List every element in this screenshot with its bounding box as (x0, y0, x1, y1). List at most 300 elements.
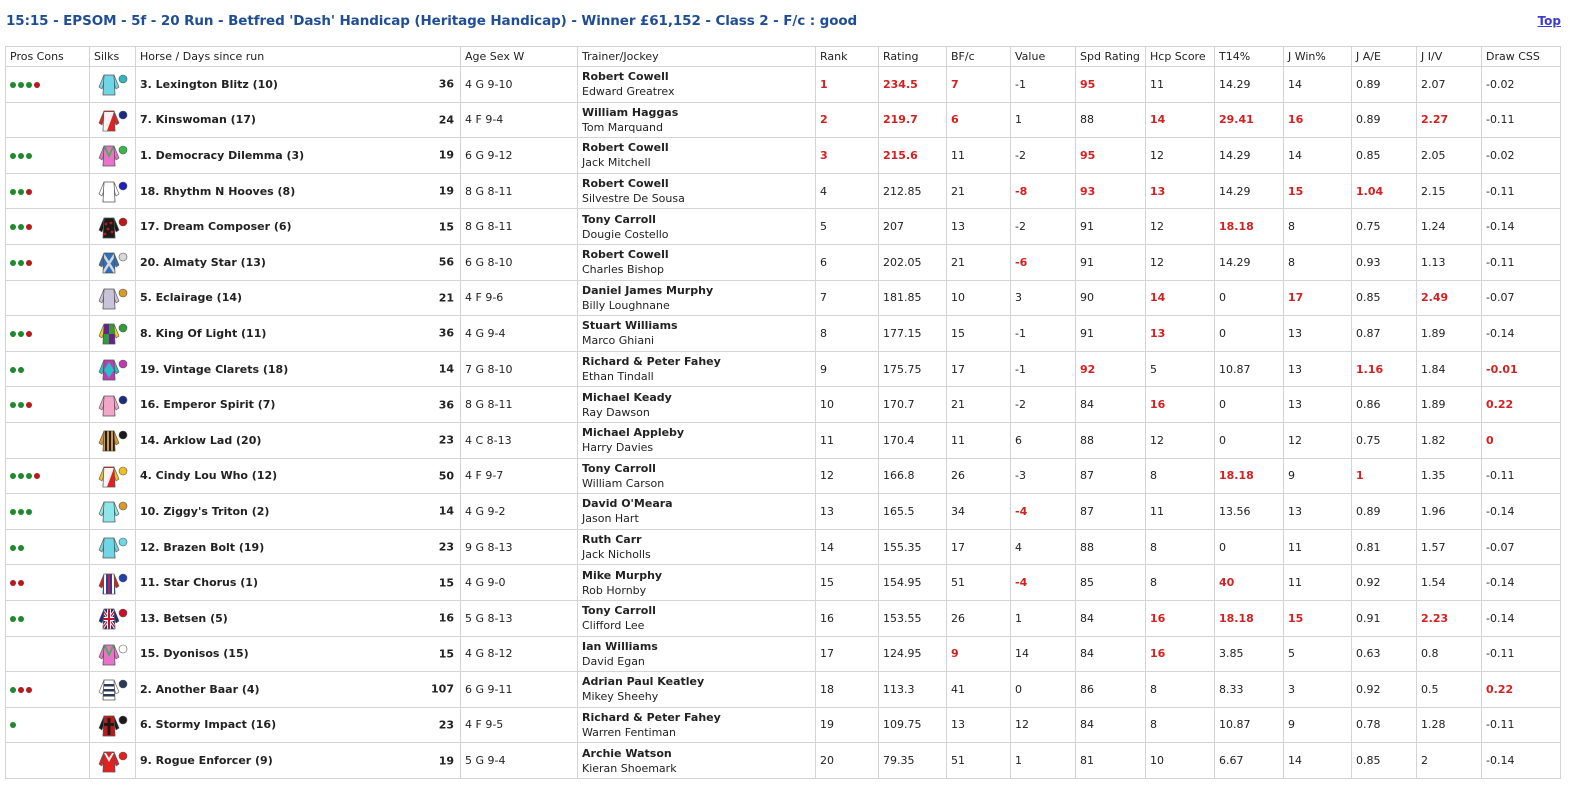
silks-cell (90, 387, 136, 423)
rank-value: 4 (816, 173, 879, 209)
t14-value: 14.29 (1215, 67, 1284, 103)
horse-name[interactable]: 4. Cindy Lou Who (12) (140, 469, 278, 483)
draw-css-value: -0.11 (1482, 244, 1561, 280)
pro-dot-icon (18, 224, 24, 230)
pros-cons-dots (6, 244, 90, 280)
runner-row-19[interactable] (6, 707, 1561, 743)
racecard-table (5, 46, 1561, 779)
j-ae-value: 0.85 (1352, 138, 1417, 174)
jockey-silks-icon (98, 576, 128, 589)
col-age-sex-weight[interactable]: Age Sex W (461, 47, 578, 67)
age-sex-weight: 4 G 8-12 (461, 636, 578, 672)
j-iv-value: 1.54 (1417, 565, 1482, 601)
runner-row-6[interactable] (6, 244, 1561, 280)
pro-dot-icon (18, 509, 24, 515)
jockey-name[interactable]: Ethan Tindall (582, 370, 654, 384)
horse-cell[interactable] (136, 636, 461, 672)
age-sex-weight: 9 G 8-13 (461, 529, 578, 565)
draw-css-value: -0.02 (1482, 67, 1561, 103)
col-rating[interactable]: Rating (879, 47, 947, 67)
top-link[interactable]: Top (1537, 14, 1561, 28)
j-ae-value: 0.85 (1352, 743, 1417, 779)
hcp-score-value: 8 (1146, 458, 1215, 494)
hcp-score-value: 8 (1146, 707, 1215, 743)
pro-dot-icon (18, 473, 24, 479)
horse-name[interactable]: 5. Eclairage (14) (140, 291, 243, 305)
runner-row-18[interactable] (6, 672, 1561, 708)
jockey-name[interactable]: Jack Mitchell (582, 156, 651, 170)
jockey-silks-icon (98, 469, 128, 482)
rating-value: 79.35 (879, 743, 947, 779)
hcp-score-value: 11 (1146, 67, 1215, 103)
value-value: -1 (1011, 67, 1076, 103)
col-pros-cons[interactable]: Pros Cons (6, 47, 90, 67)
horse-cell[interactable] (136, 387, 461, 423)
trainer-name[interactable]: Tony Carroll (582, 461, 656, 475)
trainer-name[interactable]: Ruth Carr (582, 533, 642, 547)
j-win-value: 16 (1284, 102, 1352, 138)
pro-dot-icon (18, 82, 24, 88)
trainer-name[interactable]: Tony Carroll (582, 212, 656, 226)
trainer-name[interactable]: Archie Watson (582, 746, 672, 760)
hcp-score-value: 12 (1146, 138, 1215, 174)
j-iv-value: 1.84 (1417, 351, 1482, 387)
jockey-name[interactable]: Billy Loughnane (582, 298, 670, 312)
horse-days-value: 107 (431, 682, 454, 696)
trainer-name[interactable]: Michael Keady (582, 390, 672, 404)
pro-dot-icon (18, 367, 24, 373)
jockey-name[interactable]: Charles Bishop (582, 263, 664, 277)
j-win-value: 13 (1284, 316, 1352, 352)
col-j-win[interactable]: J Win% (1284, 47, 1352, 67)
horse-cell[interactable] (136, 707, 461, 743)
j-win-value: 15 (1284, 173, 1352, 209)
col-hcp-score[interactable]: Hcp Score (1146, 47, 1215, 67)
age-sex-weight: 4 F 9-5 (461, 707, 578, 743)
rating-value: 109.75 (879, 707, 947, 743)
value-value: -1 (1011, 316, 1076, 352)
horse-name[interactable]: 11. Star Chorus (1) (140, 576, 258, 590)
rating-value: 175.75 (879, 351, 947, 387)
trainer-name[interactable]: Ian Williams (582, 639, 658, 653)
hcp-score-value: 11 (1146, 494, 1215, 530)
pro-dot-icon (10, 687, 16, 693)
spd-rating-value: 93 (1076, 173, 1146, 209)
age-sex-weight: 4 G 9-10 (461, 67, 578, 103)
horse-name[interactable]: 3. Lexington Blitz (10) (140, 77, 278, 91)
j-win-value: 14 (1284, 743, 1352, 779)
spd-rating-value: 95 (1076, 67, 1146, 103)
jockey-silks-icon (98, 754, 128, 767)
horse-name[interactable]: 19. Vintage Clarets (18) (140, 362, 289, 376)
trainer-jockey-cell (578, 600, 816, 636)
horse-name[interactable]: 17. Dream Composer (6) (140, 220, 292, 234)
trainer-name[interactable]: Robert Cowell (582, 248, 669, 262)
jockey-name[interactable]: Jack Nicholls (582, 548, 651, 562)
rating-value: 207 (879, 209, 947, 245)
trainer-name[interactable]: Richard & Peter Fahey (582, 355, 721, 369)
bfc-value: 9 (947, 636, 1011, 672)
pro-dot-icon (10, 545, 16, 551)
jockey-name[interactable]: Mikey Sheehy (582, 690, 659, 704)
pros-cons-dots (6, 600, 90, 636)
horse-cell[interactable] (136, 494, 461, 530)
trainer-name[interactable]: Tony Carroll (582, 604, 656, 618)
runner-row-10[interactable] (6, 387, 1561, 423)
silks-cell (90, 173, 136, 209)
t14-value: 0 (1215, 422, 1284, 458)
trainer-name[interactable]: Robert Cowell (582, 70, 669, 84)
horse-cell[interactable] (136, 351, 461, 387)
col-j-ae[interactable]: J A/E (1352, 47, 1417, 67)
hcp-score-value: 5 (1146, 351, 1215, 387)
pros-cons-dots (6, 636, 90, 672)
silks-cell (90, 280, 136, 316)
horse-name[interactable]: 8. King Of Light (11) (140, 326, 267, 340)
trainer-jockey-cell (578, 458, 816, 494)
age-sex-weight: 4 F 9-4 (461, 102, 578, 138)
jockey-silks-icon (98, 184, 128, 197)
pro-dot-icon (10, 224, 16, 230)
horse-name[interactable]: 12. Brazen Bolt (19) (140, 540, 265, 554)
trainer-name[interactable]: Robert Cowell (582, 177, 669, 191)
t14-value: 10.87 (1215, 351, 1284, 387)
spd-rating-value: 92 (1076, 351, 1146, 387)
silks-cell (90, 636, 136, 672)
horse-name[interactable]: 7. Kinswoman (17) (140, 113, 256, 127)
hcp-score-value: 16 (1146, 600, 1215, 636)
jockey-name[interactable]: Ray Dawson (582, 405, 650, 419)
horse-days-value: 15 (438, 576, 454, 590)
j-iv-value: 1.28 (1417, 707, 1482, 743)
value-value: -2 (1011, 138, 1076, 174)
horse-cell[interactable] (136, 244, 461, 280)
draw-css-value: -0.14 (1482, 743, 1561, 779)
horse-cell[interactable] (136, 458, 461, 494)
horse-name[interactable]: 18. Rhythm N Hooves (8) (140, 184, 296, 198)
draw-css-value: -0.11 (1482, 173, 1561, 209)
jockey-name[interactable]: Clifford Lee (582, 619, 645, 633)
trainer-jockey-cell (578, 244, 816, 280)
silks-cell (90, 494, 136, 530)
horse-cell[interactable] (136, 600, 461, 636)
runner-row-3[interactable] (6, 138, 1561, 174)
j-win-value: 11 (1284, 565, 1352, 601)
t14-value: 6.67 (1215, 743, 1284, 779)
j-win-value: 9 (1284, 458, 1352, 494)
bfc-value: 41 (947, 672, 1011, 708)
silks-cell (90, 138, 136, 174)
pros-cons-dots (6, 173, 90, 209)
rank-value: 7 (816, 280, 879, 316)
pro-dot-icon (26, 82, 32, 88)
bfc-value: 13 (947, 707, 1011, 743)
horse-name[interactable]: 15. Dyonisos (15) (140, 647, 249, 661)
value-value: -4 (1011, 494, 1076, 530)
draw-css-value: 0.22 (1482, 672, 1561, 708)
trainer-name[interactable]: Mike Murphy (582, 568, 663, 582)
con-dot-icon (18, 580, 24, 586)
t14-value: 14.29 (1215, 173, 1284, 209)
j-ae-value: 0.89 (1352, 494, 1417, 530)
runner-row-5[interactable] (6, 209, 1561, 245)
jockey-name[interactable]: Jason Hart (582, 512, 639, 526)
runner-row-17[interactable] (6, 636, 1561, 672)
trainer-jockey-cell (578, 422, 816, 458)
silks-cell (90, 351, 136, 387)
runner-row-13[interactable] (6, 494, 1561, 530)
rating-value: 165.5 (879, 494, 947, 530)
horse-name[interactable]: 16. Emperor Spirit (7) (140, 398, 276, 412)
jockey-silks-icon (98, 113, 128, 126)
horse-cell[interactable] (136, 672, 461, 708)
runner-row-1[interactable] (6, 67, 1561, 103)
jockey-silks-icon (98, 504, 128, 517)
trainer-name[interactable]: Richard & Peter Fahey (582, 710, 721, 724)
jockey-silks-icon (98, 718, 128, 731)
jockey-name[interactable]: Kieran Shoemark (582, 761, 677, 775)
horse-cell[interactable] (136, 138, 461, 174)
horse-cell[interactable] (136, 102, 461, 138)
runner-row-2[interactable] (6, 102, 1561, 138)
j-ae-value: 0.89 (1352, 102, 1417, 138)
jockey-name[interactable]: Harry Davies (582, 441, 654, 455)
j-iv-value: 1.96 (1417, 494, 1482, 530)
trainer-name[interactable]: Michael Appleby (582, 426, 685, 440)
spd-rating-value: 90 (1076, 280, 1146, 316)
pro-dot-icon (10, 616, 16, 622)
horse-cell[interactable] (136, 422, 461, 458)
age-sex-weight: 7 G 8-10 (461, 351, 578, 387)
runner-row-8[interactable] (6, 316, 1561, 352)
j-win-value: 14 (1284, 138, 1352, 174)
runner-row-7[interactable] (6, 280, 1561, 316)
horse-name[interactable]: 1. Democracy Dilemma (3) (140, 148, 305, 162)
con-dot-icon (26, 402, 32, 408)
jockey-name[interactable]: Edward Greatrex (582, 85, 675, 99)
pro-dot-icon (18, 260, 24, 266)
age-sex-weight: 5 G 9-4 (461, 743, 578, 779)
j-ae-value: 0.75 (1352, 422, 1417, 458)
con-dot-icon (34, 82, 40, 88)
bfc-value: 13 (947, 209, 1011, 245)
rank-value: 20 (816, 743, 879, 779)
trainer-jockey-cell (578, 351, 816, 387)
runner-row-20[interactable] (6, 743, 1561, 779)
horse-cell[interactable] (136, 209, 461, 245)
j-iv-value: 0.5 (1417, 672, 1482, 708)
runner-row-15[interactable] (6, 565, 1561, 601)
value-value: 0 (1011, 672, 1076, 708)
trainer-name[interactable]: David O'Meara (582, 497, 673, 511)
pros-cons-dots (6, 494, 90, 530)
bfc-value: 17 (947, 529, 1011, 565)
draw-css-value: 0.22 (1482, 387, 1561, 423)
horse-cell[interactable] (136, 316, 461, 352)
j-win-value: 15 (1284, 600, 1352, 636)
runner-row-16[interactable] (6, 600, 1561, 636)
horse-cell[interactable] (136, 565, 461, 601)
trainer-jockey-cell (578, 743, 816, 779)
value-value: -2 (1011, 209, 1076, 245)
horse-name[interactable]: 2. Another Baar (4) (140, 682, 260, 696)
trainer-jockey-cell (578, 67, 816, 103)
race-title: 15:15 - EPSOM - 5f - 20 Run - Betfred 'Dash' Handicap (Heritage Handicap) - Winner £61,152 - Class 2 - F/c : good (6, 13, 858, 29)
horse-days-value: 19 (438, 148, 454, 162)
jockey-name[interactable]: Silvestre De Sousa (582, 192, 685, 206)
t14-value: 18.18 (1215, 458, 1284, 494)
hcp-score-value: 12 (1146, 244, 1215, 280)
pros-cons-dots (6, 387, 90, 423)
value-value: 1 (1011, 600, 1076, 636)
runner-row-14[interactable] (6, 529, 1561, 565)
trainer-name[interactable]: Stuart Williams (582, 319, 678, 333)
j-ae-value: 0.87 (1352, 316, 1417, 352)
j-ae-value: 0.63 (1352, 636, 1417, 672)
j-iv-value: 1.35 (1417, 458, 1482, 494)
rating-value: 215.6 (879, 138, 947, 174)
hcp-score-value: 12 (1146, 422, 1215, 458)
draw-css-value: 0 (1482, 422, 1561, 458)
spd-rating-value: 84 (1076, 707, 1146, 743)
silks-cell (90, 67, 136, 103)
horse-days-value: 23 (438, 433, 454, 447)
pro-dot-icon (10, 189, 16, 195)
trainer-name[interactable]: Adrian Paul Keatley (582, 675, 705, 689)
hcp-score-value: 13 (1146, 316, 1215, 352)
col-horse[interactable]: Horse / Days since run (136, 47, 461, 67)
j-win-value: 9 (1284, 707, 1352, 743)
jockey-name[interactable]: Marco Ghiani (582, 334, 655, 348)
trainer-name[interactable]: William Haggas (582, 105, 679, 119)
spd-rating-value: 88 (1076, 102, 1146, 138)
col-t14[interactable]: T14% (1215, 47, 1284, 67)
trainer-jockey-cell (578, 387, 816, 423)
jockey-name[interactable]: David Egan (582, 654, 645, 668)
horse-name[interactable]: 20. Almaty Star (13) (140, 255, 266, 269)
t14-value: 0 (1215, 280, 1284, 316)
horse-cell[interactable] (136, 280, 461, 316)
horse-cell[interactable] (136, 529, 461, 565)
pros-cons-dots (6, 672, 90, 708)
bfc-value: 34 (947, 494, 1011, 530)
pro-dot-icon (18, 545, 24, 551)
horse-days-value: 14 (438, 362, 454, 376)
rank-value: 19 (816, 707, 879, 743)
jockey-name[interactable]: Warren Fentiman (582, 725, 677, 739)
silks-cell (90, 422, 136, 458)
value-value: -2 (1011, 387, 1076, 423)
trainer-name[interactable]: Daniel James Murphy (582, 283, 714, 297)
j-iv-value: 1.13 (1417, 244, 1482, 280)
j-win-value: 5 (1284, 636, 1352, 672)
jockey-silks-icon (98, 647, 128, 660)
trainer-name[interactable]: Robert Cowell (582, 141, 669, 155)
col-silks[interactable]: Silks (90, 47, 136, 67)
rank-value: 18 (816, 672, 879, 708)
silks-cell (90, 600, 136, 636)
con-dot-icon (26, 224, 32, 230)
horse-cell[interactable] (136, 67, 461, 103)
age-sex-weight: 4 G 9-0 (461, 565, 578, 601)
bfc-value: 26 (947, 600, 1011, 636)
pro-dot-icon (18, 616, 24, 622)
j-win-value: 13 (1284, 494, 1352, 530)
silks-cell (90, 102, 136, 138)
j-win-value: 8 (1284, 244, 1352, 280)
t14-value: 14.29 (1215, 138, 1284, 174)
horse-name[interactable]: 6. Stormy Impact (16) (140, 718, 277, 732)
t14-value: 0 (1215, 316, 1284, 352)
runner-row-11[interactable] (6, 422, 1561, 458)
rank-value: 16 (816, 600, 879, 636)
j-iv-value: 1.89 (1417, 316, 1482, 352)
jockey-name[interactable]: Rob Hornby (582, 583, 647, 597)
hcp-score-value: 14 (1146, 102, 1215, 138)
jockey-name[interactable]: Tom Marquand (582, 120, 664, 134)
rank-value: 10 (816, 387, 879, 423)
silks-cell (90, 316, 136, 352)
j-win-value: 13 (1284, 387, 1352, 423)
silks-cell (90, 707, 136, 743)
horse-cell[interactable] (136, 173, 461, 209)
j-win-value: 17 (1284, 280, 1352, 316)
j-iv-value: 1.82 (1417, 422, 1482, 458)
trainer-jockey-cell (578, 529, 816, 565)
value-value: -4 (1011, 565, 1076, 601)
horse-name[interactable]: 13. Betsen (5) (140, 611, 228, 625)
rank-value: 9 (816, 351, 879, 387)
col-draw-css[interactable]: Draw CSS (1482, 47, 1561, 67)
horse-name[interactable]: 9. Rogue Enforcer (9) (140, 754, 273, 768)
pros-cons-dots (6, 209, 90, 245)
j-win-value: 3 (1284, 672, 1352, 708)
col-j-iv[interactable]: J I/V (1417, 47, 1482, 67)
con-dot-icon (34, 473, 40, 479)
col-spd-rating[interactable]: Spd Rating (1076, 47, 1146, 67)
col-trainer-jockey[interactable]: Trainer/Jockey (578, 47, 816, 67)
runner-row-4[interactable] (6, 173, 1561, 209)
trainer-jockey-cell (578, 138, 816, 174)
j-ae-value: 0.85 (1352, 280, 1417, 316)
col-rank[interactable]: Rank (816, 47, 879, 67)
jockey-name[interactable]: Dougie Costello (582, 227, 669, 241)
pro-dot-icon (10, 260, 16, 266)
horse-name[interactable]: 10. Ziggy's Triton (2) (140, 504, 270, 518)
horse-name[interactable]: 14. Arklow Lad (20) (140, 433, 262, 447)
pro-dot-icon (10, 153, 16, 159)
pro-dot-icon (26, 509, 32, 515)
jockey-name[interactable]: William Carson (582, 476, 665, 490)
pro-dot-icon (10, 722, 16, 728)
horse-cell[interactable] (136, 743, 461, 779)
runner-row-9[interactable] (6, 351, 1561, 387)
runner-row-12[interactable] (6, 458, 1561, 494)
j-ae-value: 0.92 (1352, 672, 1417, 708)
con-dot-icon (26, 331, 32, 337)
value-value: -8 (1011, 173, 1076, 209)
j-ae-value: 1 (1352, 458, 1417, 494)
silks-cell (90, 244, 136, 280)
race-header (0, 0, 1570, 44)
age-sex-weight: 4 G 9-2 (461, 494, 578, 530)
t14-value: 0 (1215, 529, 1284, 565)
col-bfc[interactable]: BF/c (947, 47, 1011, 67)
rating-value: 170.7 (879, 387, 947, 423)
trainer-jockey-cell (578, 316, 816, 352)
rating-value: 113.3 (879, 672, 947, 708)
col-value[interactable]: Value (1011, 47, 1076, 67)
